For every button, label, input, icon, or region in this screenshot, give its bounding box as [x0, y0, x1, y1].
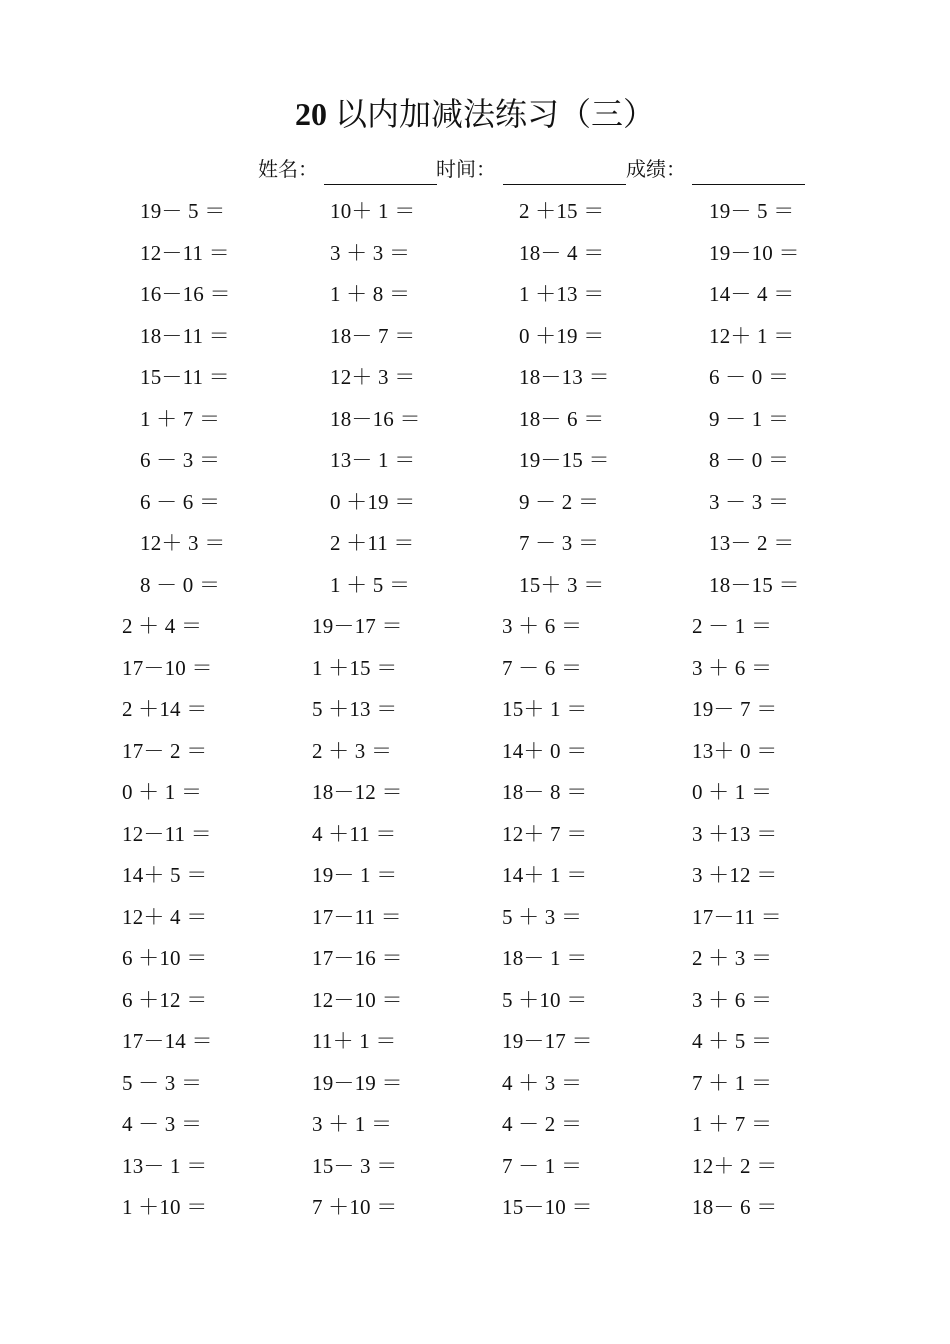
problem-item: 2 ＋15 ＝ — [519, 199, 605, 223]
problem-item: 7 ＋10 ＝ — [312, 1195, 398, 1219]
problem-item: 12－11 ＝ — [122, 821, 212, 846]
problem-item: 16－16 ＝ — [140, 282, 231, 306]
problem-item: 18－ 7 ＝ — [330, 323, 416, 348]
problem-item: 4 － 2 ＝ — [502, 1112, 583, 1136]
problem-item: 18－ 6 ＝ — [519, 406, 605, 431]
title-number: 20 — [294, 96, 327, 132]
problem-item: 4 ＋ 3 ＝ — [502, 1070, 583, 1095]
problem-item: 2 ＋14 ＝ — [122, 697, 208, 721]
problem-item: 2 ＋ 3 ＝ — [312, 738, 393, 763]
problem-item: 6 － 3 ＝ — [140, 448, 221, 472]
problem-item: 15＋ 1 ＝ — [502, 697, 588, 721]
problem-item: 19－17 ＝ — [312, 614, 403, 638]
problem-item: 5 ＋ 3 ＝ — [502, 904, 583, 929]
problem-item: 12＋ 7 ＝ — [502, 821, 588, 846]
problem-item: 18－11 ＝ — [140, 323, 230, 348]
problem-item: 18－ 6 ＝ — [692, 1195, 778, 1219]
problem-item: 18－15 ＝ — [709, 572, 800, 597]
problem-item: 19－15 ＝ — [519, 448, 610, 472]
problem-item: 13－ 1 ＝ — [122, 1153, 208, 1178]
problem-item: 13＋ 0 ＝ — [692, 738, 778, 763]
problem-item: 1 ＋ 5 ＝ — [330, 572, 411, 597]
problem-item: 5 － 3 ＝ — [122, 1070, 203, 1095]
problem-item: 18－ 8 ＝ — [502, 780, 588, 804]
problem-item: 6 ＋10 ＝ — [122, 946, 208, 970]
problem-item: 3 ＋ 3 ＝ — [330, 240, 411, 265]
problem-item: 3 ＋ 1 ＝ — [312, 1112, 393, 1136]
problem-item: 7 － 3 ＝ — [519, 531, 600, 555]
score-blank-line[interactable] — [692, 184, 805, 185]
problem-item: 3 ＋13 ＝ — [692, 821, 778, 846]
problem-item: 12＋ 2 ＝ — [692, 1153, 778, 1178]
problem-item: 18－13 ＝ — [519, 365, 610, 389]
problem-item: 17－16 ＝ — [312, 946, 403, 970]
problem-item: 14＋ 0 ＝ — [502, 738, 588, 763]
problem-item: 14＋ 5 ＝ — [122, 863, 208, 887]
problem-item: 3 ＋ 6 ＝ — [502, 614, 583, 638]
title-text: 以内加减法练习（三） — [334, 96, 655, 132]
problem-item: 9 － 1 ＝ — [709, 406, 790, 431]
problem-item: 19－ 5 ＝ — [140, 199, 226, 223]
problem-item: 2 ＋ 3 ＝ — [692, 946, 773, 970]
problem-item: 19－ 1 ＝ — [312, 863, 398, 887]
problem-item: 3 ＋12 ＝ — [692, 863, 778, 887]
time-label: 时间： — [436, 159, 496, 181]
problem-item: 19－19 ＝ — [312, 1070, 403, 1095]
problem-item: 8 － 0 ＝ — [709, 448, 790, 472]
problem-item: 0 ＋19 ＝ — [330, 489, 416, 514]
problem-item: 15＋ 3 ＝ — [519, 572, 605, 597]
problem-item: 19－17 ＝ — [502, 1029, 593, 1053]
problem-item: 12＋ 3 ＝ — [330, 365, 416, 389]
problem-item: 4 － 3 ＝ — [122, 1112, 203, 1136]
problem-item: 1 ＋15 ＝ — [312, 655, 398, 680]
problem-item: 5 ＋13 ＝ — [312, 697, 398, 721]
problem-item: 0 ＋ 1 ＝ — [122, 780, 203, 804]
problem-item: 10＋ 1 ＝ — [330, 199, 416, 223]
problem-item: 18－ 4 ＝ — [519, 240, 605, 265]
problem-item: 2 － 1 ＝ — [692, 614, 773, 638]
problem-item: 4 ＋11 ＝ — [312, 821, 397, 846]
problem-item: 12－10 ＝ — [312, 987, 403, 1012]
problem-item: 12＋ 3 ＝ — [140, 531, 226, 555]
problem-item: 18－ 1 ＝ — [502, 946, 588, 970]
problem-item: 11＋ 1 ＝ — [312, 1029, 397, 1053]
problem-item: 17－ 2 ＝ — [122, 738, 208, 763]
problem-item: 6 ＋12 ＝ — [122, 987, 208, 1012]
problem-item: 2 ＋ 4 ＝ — [122, 614, 203, 638]
problem-item: 3 ＋ 6 ＝ — [692, 655, 773, 680]
problem-item: 3 ＋ 6 ＝ — [692, 987, 773, 1012]
problem-item: 19－10 ＝ — [709, 240, 800, 265]
problem-item: 18－16 ＝ — [330, 406, 421, 431]
problem-item: 13－ 1 ＝ — [330, 448, 416, 472]
problem-item: 18－12 ＝ — [312, 780, 403, 804]
problem-item: 15－ 3 ＝ — [312, 1153, 398, 1178]
name-label: 姓名： — [258, 159, 318, 181]
problem-item: 2 ＋11 ＝ — [330, 531, 415, 555]
problem-item: 3 － 3 ＝ — [709, 489, 790, 514]
problem-item: 0 ＋ 1 ＝ — [692, 780, 773, 804]
problem-item: 1 ＋ 7 ＝ — [692, 1112, 773, 1136]
problem-item: 14－ 4 ＝ — [709, 282, 795, 306]
problem-item: 1 ＋10 ＝ — [122, 1195, 208, 1219]
problem-item: 4 ＋ 5 ＝ — [692, 1029, 773, 1053]
problem-item: 13－ 2 ＝ — [709, 531, 795, 555]
problem-item: 19－ 5 ＝ — [709, 199, 795, 223]
student-info-row — [258, 154, 818, 190]
problem-item: 9 － 2 ＝ — [519, 489, 600, 514]
problem-item: 12＋ 1 ＝ — [709, 323, 795, 348]
problem-item: 17－10 ＝ — [122, 655, 213, 680]
problem-item: 7 － 6 ＝ — [502, 655, 583, 680]
worksheet-title — [0, 92, 950, 136]
problem-item: 0 ＋19 ＝ — [519, 323, 605, 348]
problem-item: 1 ＋13 ＝ — [519, 282, 605, 306]
problem-item: 14＋ 1 ＝ — [502, 863, 588, 887]
time-blank-line[interactable] — [503, 184, 626, 185]
problem-item: 5 ＋10 ＝ — [502, 987, 588, 1012]
problem-item: 17－11 ＝ — [692, 904, 782, 929]
problem-item: 7 ＋ 1 ＝ — [692, 1070, 773, 1095]
problem-item: 6 － 6 ＝ — [140, 489, 221, 514]
problem-item: 17－14 ＝ — [122, 1029, 213, 1053]
problem-item: 15－11 ＝ — [140, 365, 230, 389]
problem-item: 19－ 7 ＝ — [692, 697, 778, 721]
problem-item: 17－11 ＝ — [312, 904, 402, 929]
problem-item: 12＋ 4 ＝ — [122, 904, 208, 929]
score-label: 成绩： — [626, 159, 686, 181]
problem-item: 1 ＋ 8 ＝ — [330, 282, 411, 306]
problem-item: 7 － 1 ＝ — [502, 1153, 583, 1178]
problem-item: 1 ＋ 7 ＝ — [140, 406, 221, 431]
name-blank-line[interactable] — [324, 184, 437, 185]
problem-item: 12－11 ＝ — [140, 240, 230, 265]
problem-item: 6 － 0 ＝ — [709, 365, 790, 389]
problem-item: 8 － 0 ＝ — [140, 572, 221, 597]
problem-item: 15－10 ＝ — [502, 1195, 593, 1219]
